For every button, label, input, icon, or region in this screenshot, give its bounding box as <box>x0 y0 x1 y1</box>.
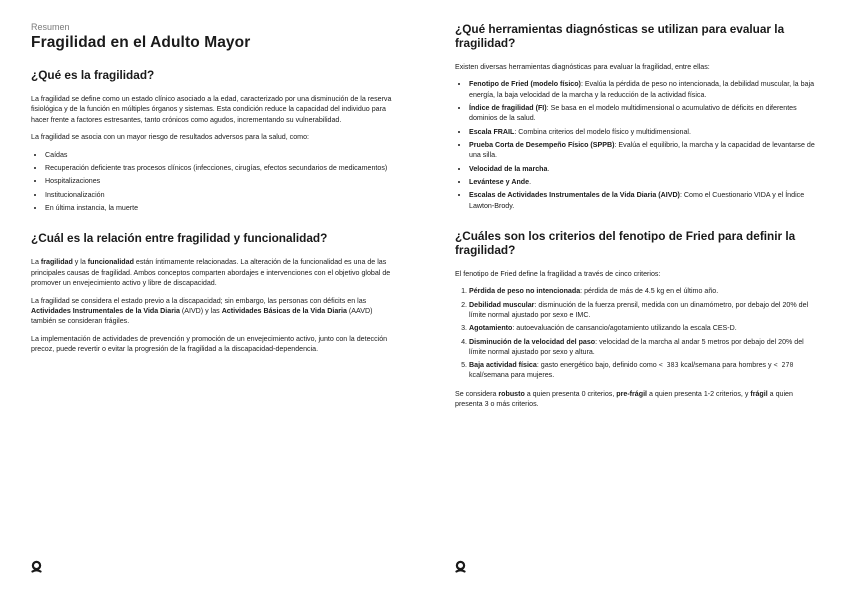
heading-herramientas: ¿Qué herramientas diagnósticas se utilizan para evaluar la fragilidad? <box>455 22 785 50</box>
list-item: 5. Baja actividad física: gasto energético bajo, definido como < 383 kcal/semana para hombres y < 270 kcal/semana para mujeres. <box>469 360 820 380</box>
list-item: • Fenotipo de Fried (modelo físico): Evalúa la pérdida de peso no intencionada, la debilidad muscular, la baja energía, la baja velocidad de la marcha y la reducción de la actividad física. <box>469 79 820 99</box>
heading-que-es: ¿Qué es la fragilidad? <box>31 68 155 82</box>
list-item: • Escalas de Actividades Instrumentales de la Vida Diaria (AIVD): Como el Cuestionario VIDA y el Índice Lawton-Brody. <box>469 190 820 210</box>
right-page <box>424 0 848 600</box>
paragraph-riesgos-intro: La fragilidad se asocia con un mayor riesgo de resultados adversos para la salud, como: <box>31 133 309 142</box>
list-item: • Índice de fragilidad (FI): Se basa en el modelo multidimensional o acumulativo de déficits en diferentes dominios de la salud. <box>469 103 820 123</box>
heading-criterios-fried: ¿Cuáles son los criterios del fenotipo de Fried para definir la fragilidad? <box>455 228 796 257</box>
paragraph-relacion: La fragilidad y la funcionalidad están íntimamente relacionadas. La alteración de la funcionalidad es una de las principales causas de fragilidad. Ambos conceptos comparten abordajes e intervenciones con el objetivo global de promover un envejecimiento activo y libre de discapacidad. <box>31 258 391 288</box>
list-item: • Escala FRAIL: Combina criterios del modelo físico y multidimensional. <box>469 127 820 137</box>
paragraph-prevencion: La implementación de actividades de prevención y promoción de un envejecimiento activo, junto con la detección precoz, puede revertir o evitar la progresión de la fragilidad a la discapacidad-dependencia. <box>31 334 388 354</box>
brand-mark-icon <box>31 560 42 574</box>
paragraph-clasificacion: Se considera robusto a quien presenta 0 criterios, pre-frágil a quien presenta 1-2 criterios, y frágil a quien presenta 3 o más criterios. <box>455 389 793 408</box>
list-herramientas <box>455 79 820 210</box>
list-item: • En última instancia, la muerte <box>45 203 394 213</box>
list-item: • Prueba Corta de Desempeño Físico (SPPB): Evalúa el equilibrio, la marcha y la capacidad de levantarse de una silla. <box>469 140 820 160</box>
list-item: • Caídas <box>45 150 394 160</box>
list-criterios <box>455 286 820 380</box>
page-title: Fragilidad en el Adulto Mayor <box>31 34 251 51</box>
list-item: • Institucionalización <box>45 190 394 200</box>
heading-relacion: ¿Cuál es la relación entre fragilidad y funcionalidad? <box>31 231 328 246</box>
list-item: • Recuperación deficiente tras procesos clínicos (infecciones, cirugías, efectos secundarios de medicamentos) <box>45 163 394 173</box>
paragraph-herramientas-intro: Existen diversas herramientas diagnósticas para evaluar la fragilidad, entre ellas: <box>455 63 710 71</box>
list-item: 4. Disminución de la velocidad del paso: velocidad de la marcha al andar 5 metros por debajo del 20% del límite normal ajustado por sexo y altura. <box>469 337 820 357</box>
list-item: • Hospitalizaciones <box>45 176 394 186</box>
list-item: 2. Debilidad muscular: disminución de la fuerza prensil, medida con un dinamómetro, por debajo del 20% del límite normal ajustado por sexo e IMC. <box>469 300 820 320</box>
brand-mark-icon <box>455 560 466 574</box>
paragraph-criterios-intro: El fenotipo de Fried define la fragilidad a través de cinco criterios: <box>455 269 661 278</box>
list-riesgos <box>31 150 394 214</box>
list-item: 1. Pérdida de peso no intencionada: pérdida de más de 4.5 kg en el último año. <box>469 286 820 296</box>
paragraph-definicion: La fragilidad se define como un estado clínico asociado a la edad, caracterizado por una disminución de la reserva fisiológica y de la función en múltiples órganos y sistemas. Esta condición reduce la capacidad del individuo para hacer frente a factores estresantes, tanto crónicos como agudos, incrementando su vulnerabilidad. <box>31 95 392 124</box>
section-kicker: Resumen <box>31 22 70 32</box>
paragraph-discapacidad: La fragilidad se considera el estado previo a la discapacidad; sin embargo, las personas con déficits en las Actividades Instrumentales de la Vida Diaria (AIVD) y las Actividades Básicas de la Vida Diaria (AAVD) también se consideran frágiles. <box>31 296 373 326</box>
list-item: • Levántese y Ande. <box>469 177 820 187</box>
list-item: 3. Agotamiento: autoevaluación de cansancio/agotamiento utilizando la escala CES-D. <box>469 323 820 333</box>
list-item: • Velocidad de la marcha. <box>469 164 820 174</box>
